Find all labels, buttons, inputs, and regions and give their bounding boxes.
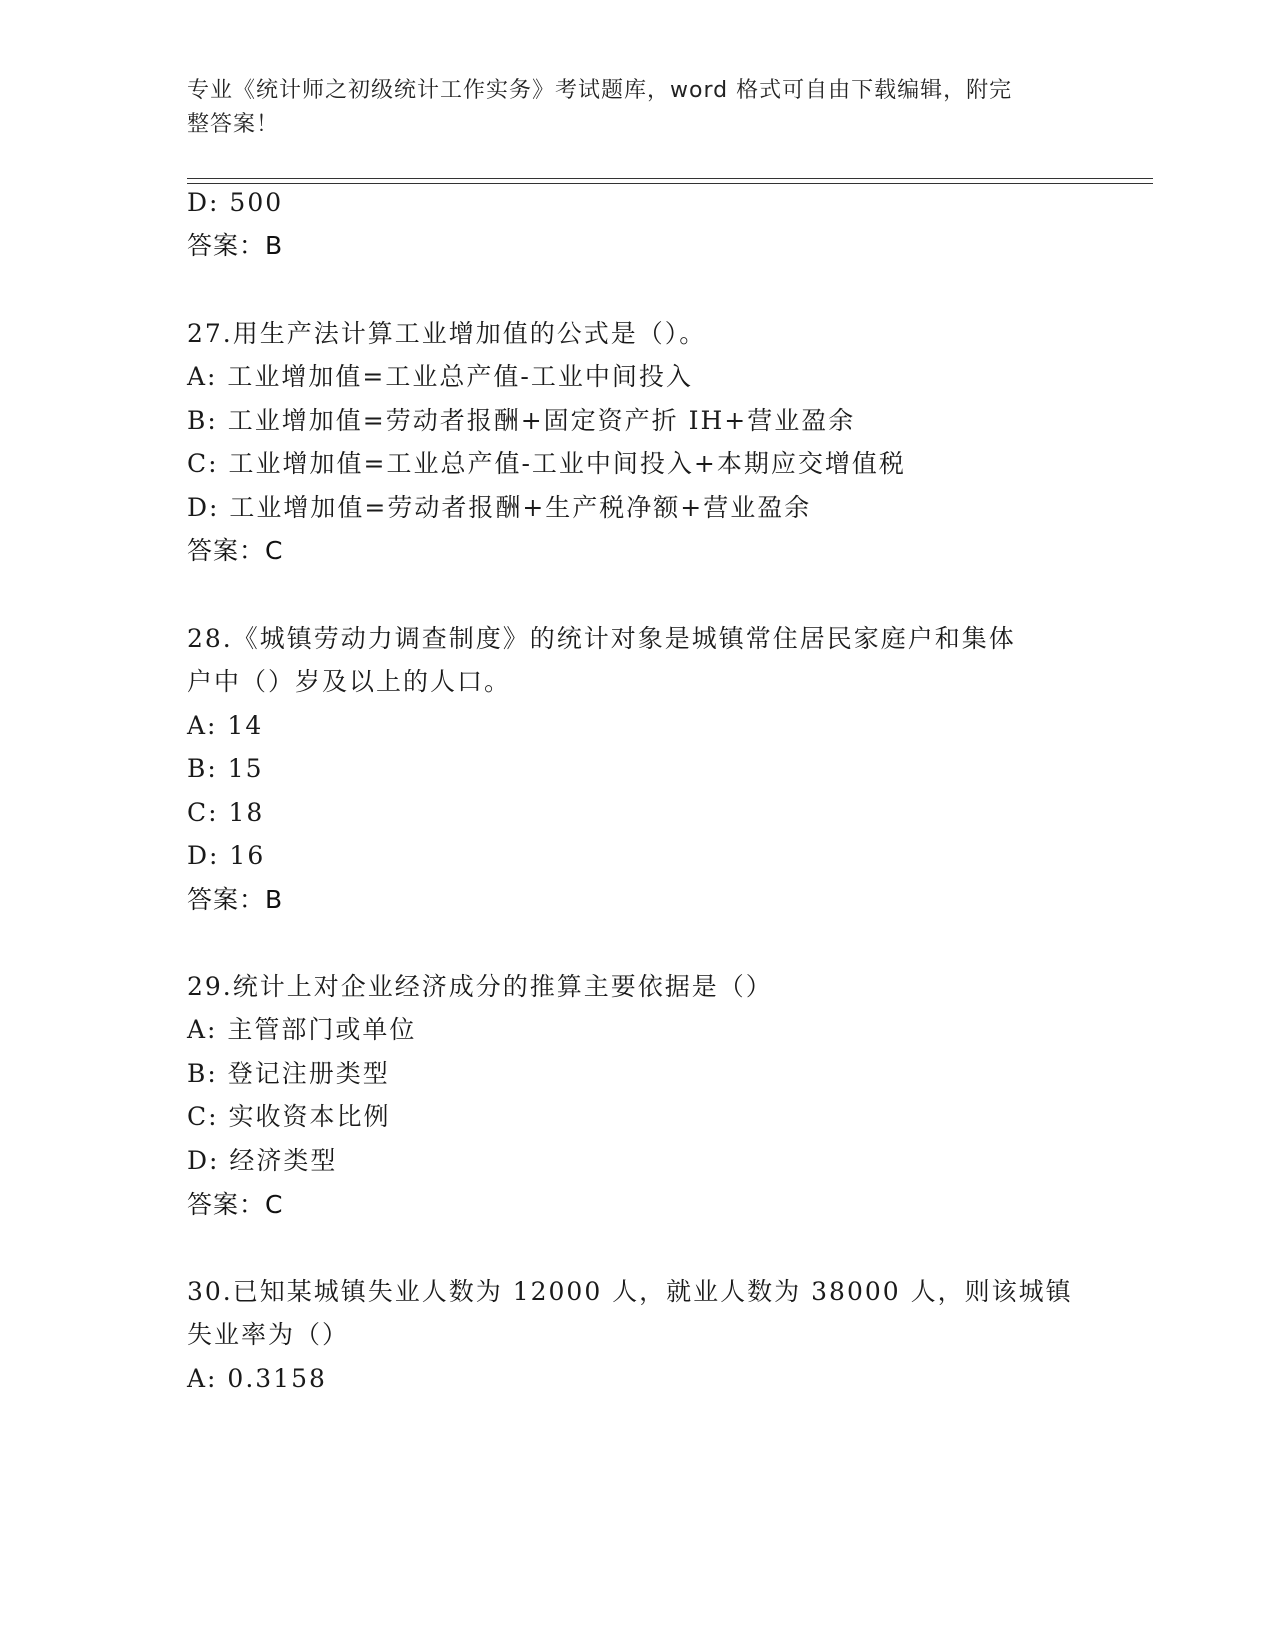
q27-option-c: C: 工业增加值=工业总产值-工业中间投入+本期应交增值税 [187, 449, 906, 478]
header-line-1: 专业《统计师之初级统计工作实务》考试题库，word 格式可自由下载编辑，附完 [187, 78, 1013, 103]
q30-option-a: A: 0.3158 [187, 1364, 327, 1393]
q28-option-d: D: 16 [187, 841, 266, 870]
q27-option-b: B: 工业增加值=劳动者报酬+固定资产折 IH+营业盈余 [187, 406, 856, 435]
q27-option-a: A: 工业增加值=工业总产值-工业中间投入 [187, 362, 693, 391]
q28-answer: 答案：B [187, 885, 284, 914]
q29-question: 29.统计上对企业经济成分的推算主要依据是（） [187, 972, 773, 1001]
q26-answer: 答案：B [187, 231, 284, 260]
q29-option-a: A: 主管部门或单位 [187, 1015, 417, 1044]
q30-question-line-2: 失业率为（） [187, 1320, 350, 1349]
q29-option-d: D: 经济类型 [187, 1146, 338, 1175]
q30-question-line-1: 30.已知某城镇失业人数为 12000 人，就业人数为 38000 人，则该城镇 [187, 1277, 1073, 1306]
q28-option-c: C: 18 [187, 798, 265, 827]
header-line-2: 整答案！ [187, 112, 280, 137]
q26-option-d: D: 500 [187, 188, 284, 217]
q27-option-d: D: 工业增加值=劳动者报酬+生产税净额+营业盈余 [187, 493, 812, 522]
q27-question: 27.用生产法计算工业增加值的公式是（）。 [187, 319, 707, 348]
header-divider-bottom [187, 183, 1153, 184]
header-divider-top [187, 178, 1153, 179]
q28-question-line-1: 28.《城镇劳动力调查制度》的统计对象是城镇常住居民家庭户和集体 [187, 624, 1016, 653]
q28-question-line-2: 户中（）岁及以上的人口。 [187, 667, 512, 696]
q28-option-b: B: 15 [187, 754, 264, 783]
q27-answer: 答案：C [187, 536, 284, 565]
document-header [187, 74, 1067, 142]
q29-answer: 答案：C [187, 1190, 284, 1219]
q29-option-c: C: 实收资本比例 [187, 1102, 391, 1131]
q28-option-a: A: 14 [187, 711, 264, 740]
q29-option-b: B: 登记注册类型 [187, 1059, 390, 1088]
